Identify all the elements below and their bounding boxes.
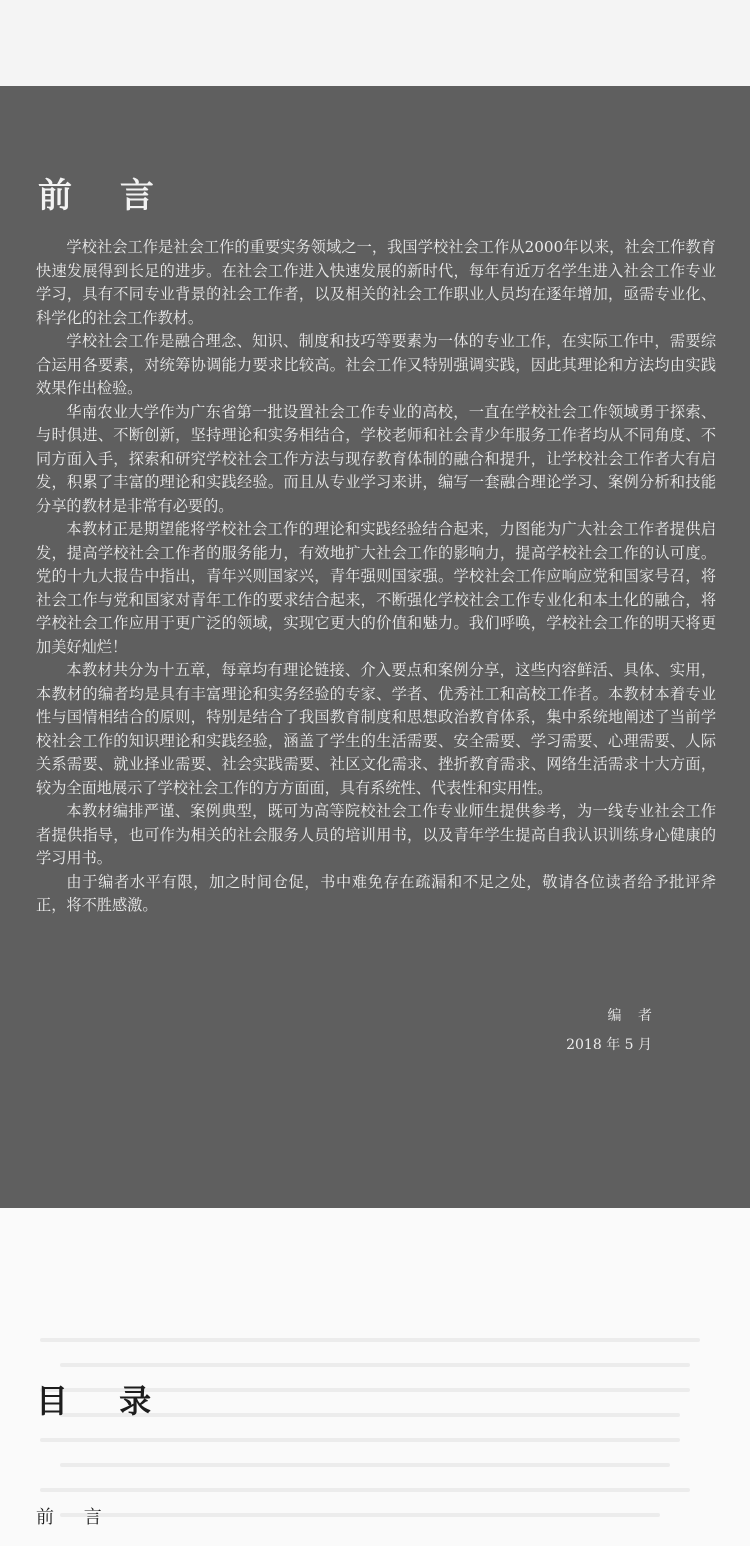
preface-paragraph: 华南农业大学作为广东省第一批设置社会工作专业的高校，一直在学校社会工作领域勇于探索、与时俱进、不断创新，坚持理论和实务相结合，学校老师和社会青少年服务工作者均从不同角度、不同方面入手，探索和研究学校社会工作方法与现存教育体制的融合和提升，让学校社会工作者大有启发，积累了丰富的理论和实践经验。而且从专业学习来讲，编写一套融合理论学习、案例分析和技能分享的教材是非常有必要的。 bbox=[36, 402, 716, 515]
bleed-through-line bbox=[60, 1363, 690, 1367]
bleed-through-line bbox=[60, 1513, 660, 1517]
toc-item-preface[interactable]: 前 言 bbox=[36, 1507, 114, 1528]
preface-signature: 编 者 bbox=[607, 1008, 658, 1024]
preface-paragraph: 学校社会工作是融合理念、知识、制度和技巧等要素为一体的专业工作，在实际工作中，需要综合运用各要素，对统筹协调能力要求比较高。社会工作又特别强调实践，因此其理论和方法均由实践效果作出检验。 bbox=[36, 332, 716, 397]
page-top-margin bbox=[0, 0, 750, 86]
preface-paragraph: 本教材编排严谨、案例典型，既可为高等院校社会工作专业师生提供参考，为一线专业社会工作者提供指导，也可作为相关的社会服务人员的培训用书，以及青年学生提高自我认识训练身心健康的学习用书。 bbox=[36, 802, 716, 867]
preface-body bbox=[36, 236, 716, 918]
preface-paragraph: 由于编者水平有限，加之时间仓促，书中难免存在疏漏和不足之处，敬请各位读者给予批评斧正，将不胜感激。 bbox=[36, 872, 716, 914]
toc-title: 目 录 bbox=[36, 1382, 172, 1420]
bleed-through-line bbox=[60, 1463, 670, 1467]
preface-heading: 前 言 bbox=[38, 176, 172, 216]
preface-paragraph: 本教材正是期望能将学校社会工作的理论和实践经验结合起来，力图能为广大社会工作者提供启发，提高学校社会工作者的服务能力，有效地扩大社会工作的影响力，提高学校社会工作的认可度。党的十九大报告中指出，青年兴则国家兴，青年强则国家强。学校社会工作应响应党和国家号召，将社会工作与党和国家对青年工作的要求结合起来，不断强化学校社会工作专业化和本土化的融合，将学校社会工作应用于更广泛的领域，实现它更大的价值和魅力。我们呼唤，学校社会工作的明天将更加美好灿烂！ bbox=[36, 520, 716, 656]
bleed-through-line bbox=[40, 1488, 690, 1492]
bleed-through-line bbox=[40, 1338, 700, 1342]
preface-paragraph: 学校社会工作是社会工作的重要实务领域之一，我国学校社会工作从2000年以来，社会工作教育快速发展得到长足的进步。在社会工作进入快速发展的新时代，每年有近万名学生进入社会工作专业学习，具有不同专业背景的社会工作者，以及相关的社会工作职业人员均在逐年增加，亟需专业化、科学化的社会工作教材。 bbox=[36, 238, 716, 327]
bleed-through-line bbox=[40, 1438, 680, 1442]
preface-date: 2018 年 5 月 bbox=[566, 1037, 652, 1053]
preface-paragraph: 本教材共分为十五章，每章均有理论链接、介入要点和案例分享，这些内容鲜活、具体、实用，本教材的编者均是具有丰富理论和实务经验的专家、学者、优秀社工和高校工作者。本教材本着专业性与国情相结合的原则，特别是结合了我国教育制度和思想政治教育体系，集中系统地阐述了当前学校社会工作的知识理论和实践经验，涵盖了学生的生活需要、安全需要、学习需要、心理需要、人际关系需要、就业择业需要、社会实践需要、社区文化需求、挫折教育需求、网络生活需求十大方面，较为全面地展示了学校社会工作的方方面面，具有系统性、代表性和实用性。 bbox=[36, 661, 716, 797]
